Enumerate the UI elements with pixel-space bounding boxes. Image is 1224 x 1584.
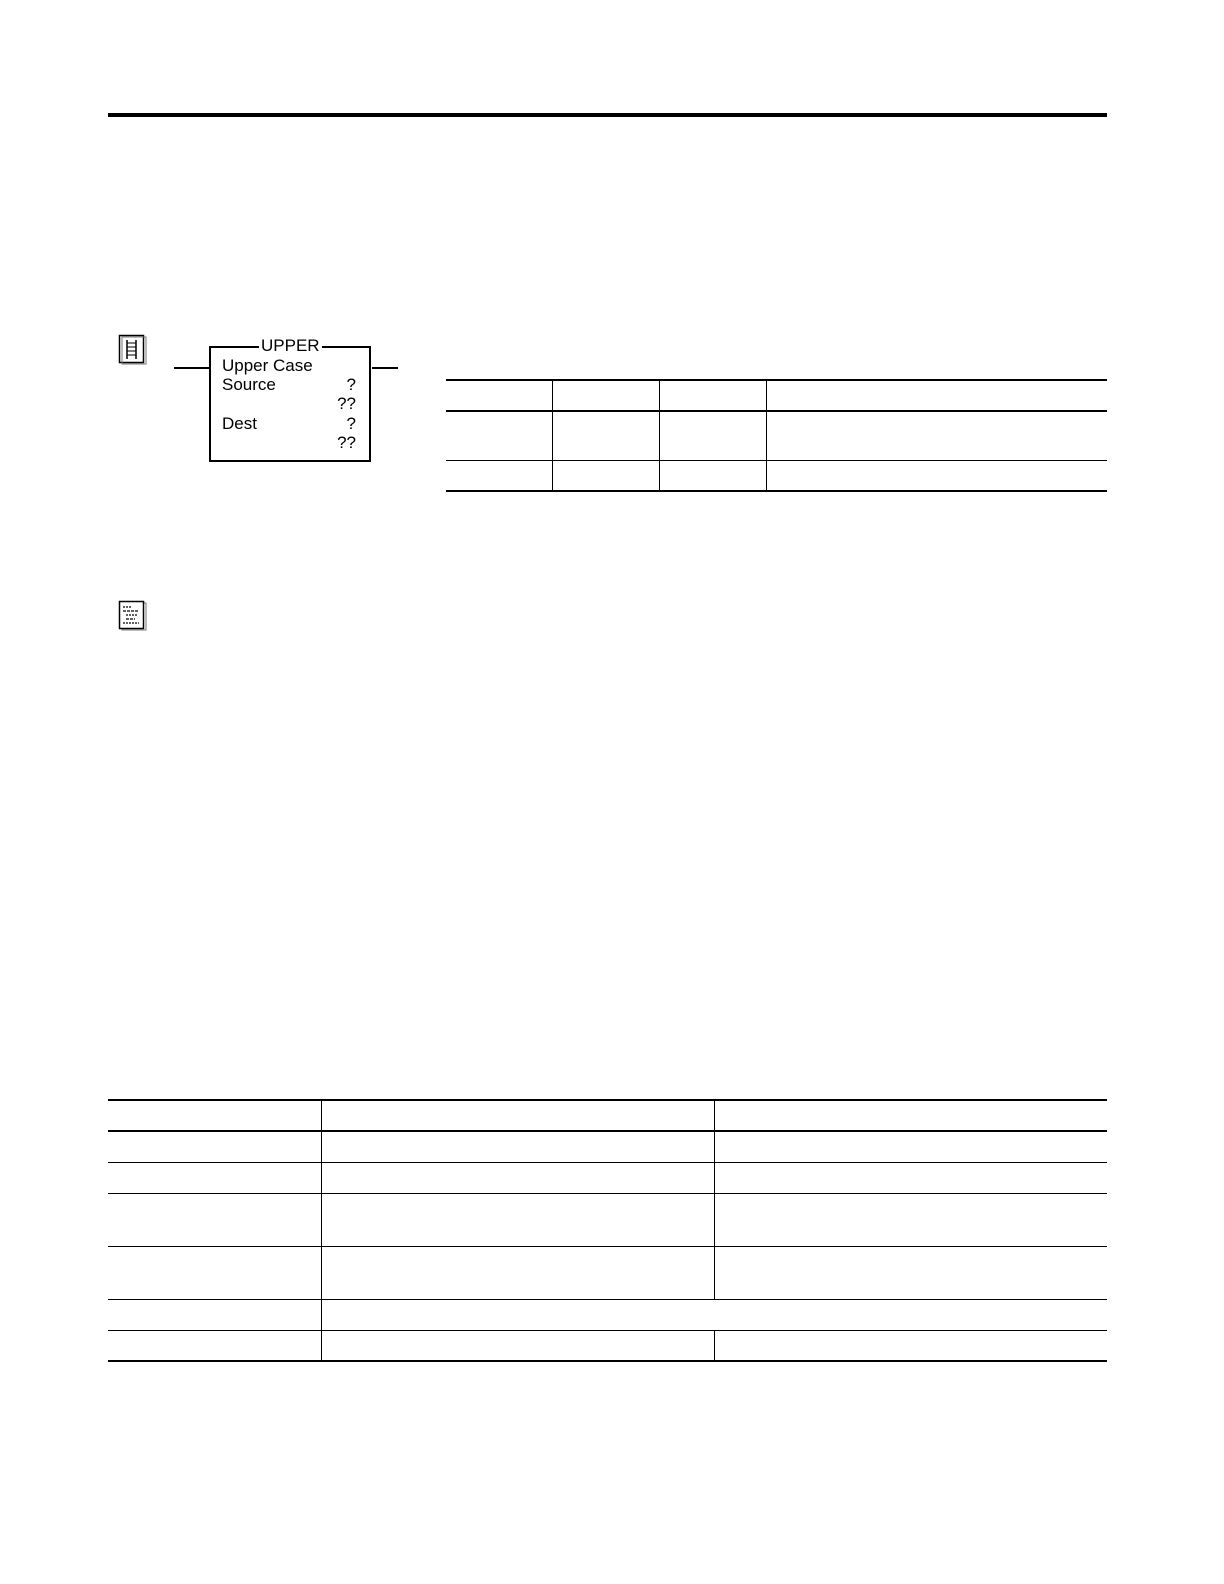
table-cell [108, 1299, 322, 1330]
dest-sub-value: ?? [337, 433, 356, 452]
table-row [446, 411, 1107, 460]
table-cell [322, 1131, 715, 1162]
table-row [108, 1246, 1107, 1299]
table-cell [108, 1131, 322, 1162]
table-cell [446, 411, 553, 460]
table-cell [446, 380, 553, 411]
table-row [446, 460, 1107, 491]
table-cell [715, 1100, 1108, 1131]
table-cell [322, 1193, 715, 1246]
operand-table [446, 379, 1107, 492]
table-cell [322, 1100, 715, 1131]
table-header-row [108, 1100, 1107, 1131]
table-cell [767, 460, 1108, 491]
execution-table [108, 1099, 1107, 1362]
table-cell [767, 380, 1108, 411]
table-cell [322, 1162, 715, 1193]
table-cell [767, 411, 1108, 460]
source-value: ? [346, 375, 356, 394]
rung-right [372, 367, 398, 369]
table-row [108, 1299, 1107, 1330]
table-cell [660, 460, 767, 491]
table-row [108, 1162, 1107, 1193]
table-cell [322, 1330, 715, 1361]
source-label: Source [222, 375, 276, 394]
table-cell [715, 1162, 1108, 1193]
dest-label: Dest [222, 414, 257, 433]
table-cell [322, 1246, 715, 1299]
instruction-mnemonic: UPPER [261, 336, 320, 355]
table-header-row [446, 380, 1107, 411]
table-cell [108, 1162, 322, 1193]
table-row [108, 1193, 1107, 1246]
table-cell [108, 1100, 322, 1131]
table-cell [553, 411, 660, 460]
table-cell [715, 1330, 1108, 1361]
table-cell [553, 460, 660, 491]
table-row [108, 1330, 1107, 1361]
structured-text-icon [118, 600, 148, 632]
table-cell [660, 411, 767, 460]
table-cell [553, 380, 660, 411]
dest-value: ? [346, 414, 356, 433]
header-rule [108, 113, 1107, 117]
rung-left [174, 367, 209, 369]
upper-instruction-block [174, 335, 400, 467]
table-cell [108, 1246, 322, 1299]
table-cell [108, 1330, 322, 1361]
source-sub-value: ?? [337, 394, 356, 413]
table-cell [715, 1131, 1108, 1162]
instruction-title: Upper Case [222, 356, 313, 375]
table-cell [108, 1193, 322, 1246]
table-cell [446, 460, 553, 491]
table-cell [660, 380, 767, 411]
table-cell [322, 1299, 1108, 1330]
table-row [108, 1131, 1107, 1162]
table-cell [715, 1193, 1108, 1246]
table-cell [715, 1246, 1108, 1299]
ladder-logic-icon [118, 334, 148, 366]
